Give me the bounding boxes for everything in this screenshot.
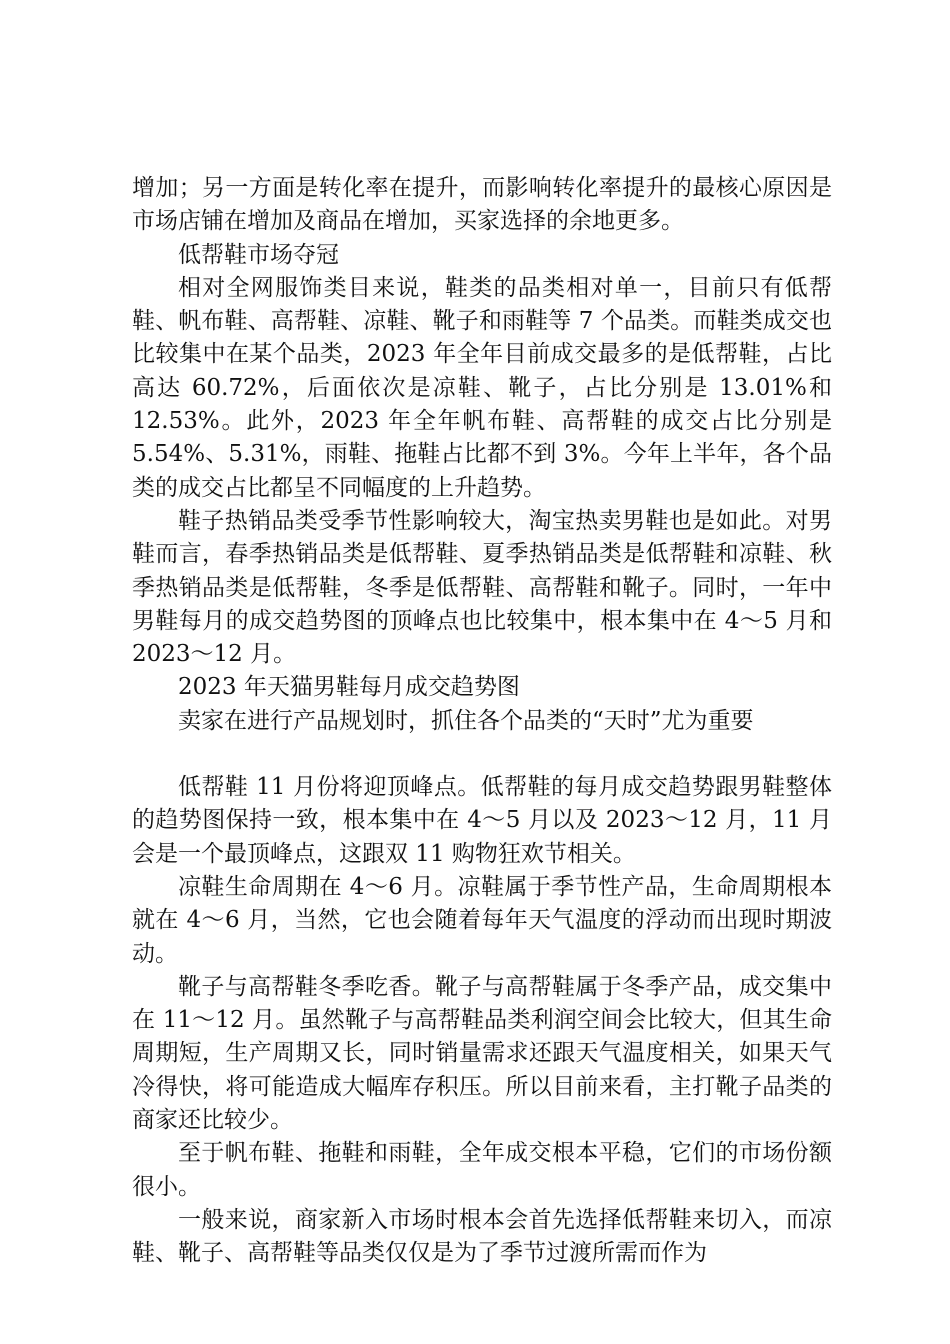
paragraph-continuation: 增加；另一方面是转化率在提升，而影响转化率提升的最核心原因是市场店铺在增加及商品在增加，买家选择的余地更多。 [132, 175, 832, 235]
section-heading-timing: 卖家在进行产品规划时，抓住各个品类的“天时”尤为重要 [178, 707, 754, 734]
paragraph-canvas-slippers-rain: 至于帆布鞋、拖鞋和雨鞋，全年成交根本平稳，它们的市场份额很小。 [132, 1140, 832, 1200]
figure-caption-monthly-trend: 2023 年天猫男鞋每月成交趋势图 [178, 674, 520, 701]
section-heading-low-top-shoes: 低帮鞋市场夺冠 [178, 241, 339, 268]
blank-line [132, 738, 832, 771]
paragraph-sandals-lifecycle: 凉鞋生命周期在 4～6 月。凉鞋属于季节性产品，生命周期根本就在 4～6 月，当然，它也会随着每年天气温度的浮动而出现时期波动。 [132, 873, 832, 967]
paragraph-low-top-peak: 低帮鞋 11 月份将迎顶峰点。低帮鞋的每月成交趋势跟男鞋整体的趋势图保持一致，根本集中在 4～5 月以及 2023～12 月，11 月会是一个最顶峰点，这跟双 11 购物狂欢节相关。 [132, 774, 832, 867]
paragraph-seasonal-sales: 鞋子热销品类受季节性影响较大，淘宝热卖男鞋也是如此。对男鞋而言，春季热销品类是低帮鞋、夏季热销品类是低帮鞋和凉鞋、秋季热销品类是低帮鞋，冬季是低帮鞋、高帮鞋和靴子。同时，一年中男鞋每月的成交趋势图的顶峰点也比较集中，根本集中在 4～5 月和 2023～12 月。 [132, 507, 832, 668]
paragraph-category-share: 相对全网服饰类目来说，鞋类的品类相对单一，目前只有低帮鞋、帆布鞋、高帮鞋、凉鞋、靴子和雨鞋等 7 个品类。而鞋类成交也比较集中在某个品类，2023 年全年目前成交最多的是低帮鞋，占比高达 60.72%，后面依次是凉鞋、靴子，占比分别是 13.01%和 12.53%。此外，2023 年全年帆布鞋、高帮鞋的成交占比分别是 5.54%、5.31%，雨鞋、拖鞋占比都不到 3%。今年上半年，各个品类的成交占比都呈不同幅度的上升趋势。 [132, 274, 832, 501]
document-body [132, 172, 832, 1271]
paragraph-boots-high-top: 靴子与高帮鞋冬季吃香。靴子与高帮鞋属于冬季产品，成交集中在 11～12 月。虽然靴子与高帮鞋品类利润空间会比较大，但其生命周期短，生产周期又长，同时销量需求还跟天气温度相关，如果天气冷得快，将可能造成大幅库存积压。所以目前来看，主打靴子品类的商家还比较少。 [132, 973, 832, 1134]
paragraph-new-seller-strategy: 一般来说，商家新入市场时根本会首先选择低帮鞋来切入，而凉鞋、靴子、高帮鞋等品类仅仅是为了季节过渡所需而作为 [132, 1206, 832, 1267]
